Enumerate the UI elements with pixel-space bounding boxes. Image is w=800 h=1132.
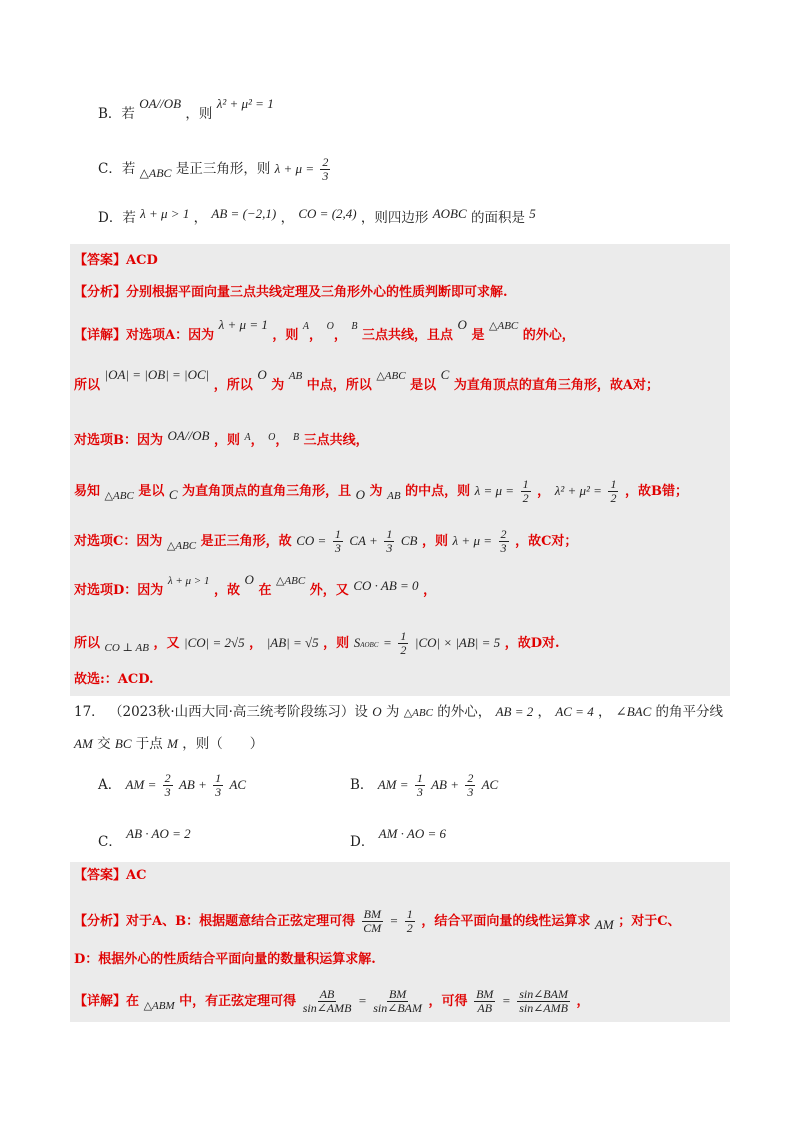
answer-tag: 【答案】 — [74, 868, 127, 883]
analysis-line-17b — [74, 950, 376, 970]
math-expr: AM — [594, 917, 614, 932]
text: ；对于C、 — [618, 914, 681, 929]
text: 交 — [97, 736, 111, 752]
text: ，又 — [153, 636, 180, 651]
math-expr: C — [440, 367, 450, 382]
text: 是以 — [410, 378, 437, 393]
answer-line-17 — [74, 866, 146, 886]
math-expr: O — [457, 317, 467, 332]
answer-value: ACD — [126, 253, 158, 268]
detail-line-5 — [74, 528, 577, 555]
fraction — [333, 528, 343, 555]
text: 为直角顶点的直角三角形，故A对； — [453, 378, 659, 393]
text: 为 — [369, 484, 383, 499]
text: ，则 — [185, 106, 213, 122]
detail-line-6 — [74, 572, 437, 601]
text: ，则（ ） — [182, 736, 264, 752]
text: 是正三角形，则 — [175, 161, 271, 177]
question-17-stem-1 — [74, 702, 723, 723]
question-17-stem-2 — [74, 734, 263, 754]
math-expr: CA + — [349, 533, 378, 548]
math-expr: λ + μ = — [452, 533, 492, 548]
math-expr: λ² + μ² = 1 — [216, 96, 274, 111]
option-label: C． — [98, 834, 122, 850]
math-expr: CO ⊥ AB — [104, 642, 149, 654]
option-d-prev — [98, 208, 536, 228]
fraction — [521, 478, 531, 505]
fraction — [499, 528, 509, 555]
text: ， — [333, 328, 347, 343]
math-expr: AC — [481, 777, 499, 792]
math-expr: O — [326, 321, 334, 332]
math-expr: AM = — [377, 777, 409, 792]
math-expr: O — [244, 572, 254, 587]
denominator: 2 — [400, 643, 407, 657]
math-expr: AC = 4 — [555, 704, 594, 719]
math-expr: CB — [400, 533, 418, 548]
text: ，故D对. — [504, 636, 560, 651]
math-expr: △ABC — [376, 370, 406, 382]
math-expr: △ABC — [139, 166, 172, 180]
math-expr: △ABC — [489, 320, 519, 332]
denominator: 2 — [406, 921, 413, 935]
text: 易知 — [74, 484, 101, 499]
option-b-17 — [350, 772, 498, 799]
option-c-17 — [98, 824, 191, 850]
analysis-tag: 【分析】 — [74, 914, 127, 929]
detail-line-1 — [74, 317, 575, 347]
text: ，可得 — [428, 994, 468, 1009]
text: 是正三角形，故 — [200, 534, 292, 549]
math-expr: AM · AO = 6 — [378, 826, 447, 841]
numerator: BM — [388, 987, 407, 1001]
math-expr: △ABC — [166, 540, 197, 552]
math-expr: λ² + μ² = — [554, 483, 602, 498]
text: ， — [598, 704, 612, 720]
detail-line-3 — [74, 430, 369, 452]
math-expr: △ABC — [104, 490, 134, 502]
detail-line-4 — [74, 478, 688, 505]
text: 对选项A：因为 — [126, 328, 215, 343]
denominator: 3 — [215, 785, 222, 799]
text: ， — [576, 994, 590, 1009]
math-expr: OA//OB — [139, 96, 182, 111]
numerator: 1 — [386, 527, 393, 541]
option-d-17 — [350, 824, 447, 850]
option-label: B．若 — [98, 106, 135, 122]
math-expr: AOBC — [432, 206, 467, 221]
math-expr: AM = — [125, 777, 157, 792]
text: 为 — [385, 704, 400, 720]
text: ， — [537, 484, 551, 499]
denominator: 3 — [416, 785, 423, 799]
numerator: 2 — [467, 771, 474, 785]
text: 的外心， — [437, 704, 492, 720]
denominator: 3 — [386, 541, 393, 555]
text: ， — [275, 433, 289, 448]
fraction — [320, 156, 330, 183]
text: 的面积是 — [470, 210, 525, 226]
text: 中，有正弦定理可得 — [179, 994, 297, 1009]
numerator: 1 — [416, 771, 423, 785]
math-expr: AC — [229, 777, 247, 792]
option-label: C．若 — [98, 161, 136, 177]
fraction — [213, 772, 223, 799]
fraction — [362, 908, 383, 935]
analysis-tag: 【分析】 — [74, 285, 127, 300]
math-expr: |AB| = √5 — [266, 635, 319, 650]
analysis-text: 分别根据平面向量三点共线定理及三角形外心的性质判断即可求解. — [126, 285, 508, 300]
text: ， — [249, 636, 263, 651]
numerator: 1 — [610, 477, 617, 491]
numerator: 1 — [215, 771, 222, 785]
text: 三点共线，且点 — [362, 328, 454, 343]
answer-value: AC — [126, 868, 147, 883]
math-expr: AB — [387, 490, 401, 502]
math-expr: AB — [288, 370, 303, 382]
text: 的角平分线 — [655, 704, 724, 720]
text: ，则 — [213, 433, 240, 448]
option-b-prev — [98, 96, 274, 124]
math-expr: AB + — [431, 777, 460, 792]
fraction — [405, 908, 415, 935]
detail-line-7 — [74, 630, 560, 657]
answer-line-16 — [74, 251, 158, 271]
text: 所以 — [74, 378, 101, 393]
math-expr: CO = (2,4) — [298, 206, 357, 221]
conclusion-line-16 — [74, 670, 154, 690]
numerator: 1 — [334, 527, 341, 541]
math-expr: A — [302, 321, 310, 332]
text: 的中点，则 — [405, 484, 471, 499]
math-expr: λ = μ = — [474, 483, 515, 498]
math-expr: = — [389, 913, 399, 928]
text: ，则 — [272, 328, 299, 343]
text: 是以 — [138, 484, 165, 499]
text: 对选项B：因为 — [74, 433, 163, 448]
numerator: AB — [319, 987, 335, 1001]
math-expr: AB = (−2,1) — [211, 206, 277, 221]
math-expr: = — [383, 635, 392, 650]
math-expr: |CO| × |AB| = 5 — [414, 635, 501, 650]
text: ， — [250, 433, 264, 448]
math-expr: AB = 2 — [495, 704, 534, 719]
math-expr: λ + μ > 1 — [167, 575, 210, 587]
numerator: 2 — [322, 155, 329, 169]
numerator: BM — [363, 907, 381, 921]
math-expr: A — [244, 432, 251, 443]
math-subscript: AOBC — [360, 641, 379, 649]
fraction — [373, 988, 422, 1015]
fraction — [517, 988, 570, 1015]
math-expr: O — [257, 367, 267, 382]
text: ，故C对； — [515, 534, 578, 549]
text: ， — [309, 328, 323, 343]
option-label: B． — [350, 777, 374, 793]
math-expr: λ + μ > 1 — [140, 206, 190, 221]
math-expr: M — [167, 736, 178, 751]
text: 在 — [126, 994, 140, 1009]
fraction — [163, 772, 173, 799]
denominator: 3 — [467, 785, 474, 799]
text: ，则 — [323, 636, 350, 651]
text: ， — [423, 583, 437, 598]
detail-tag: 【详解】 — [74, 994, 127, 1009]
text: 三点共线， — [303, 433, 369, 448]
detail-line-2 — [74, 367, 659, 396]
math-expr: λ + μ = 1 — [218, 317, 268, 332]
numerator: sin∠BAM — [519, 987, 568, 1001]
math-expr: λ + μ = — [274, 161, 315, 176]
text: 的外心， — [522, 328, 575, 343]
denominator: 3 — [322, 169, 329, 183]
fraction — [384, 528, 394, 555]
math-expr: △ABM — [143, 1000, 175, 1012]
math-expr: B — [351, 321, 358, 332]
math-expr: = — [357, 993, 367, 1008]
math-expr: C — [168, 487, 178, 502]
option-label: D． — [350, 834, 375, 850]
text: ， — [537, 704, 552, 720]
question-number: 17． — [74, 704, 105, 720]
text: 在 — [258, 583, 272, 598]
option-label: D．若 — [98, 210, 136, 226]
text: 对选项C：因为 — [74, 534, 163, 549]
numerator: BM — [476, 987, 494, 1001]
option-a-17 — [98, 772, 246, 799]
math-expr: CO = — [296, 533, 327, 548]
denominator: 2 — [522, 491, 529, 505]
detail-line-17 — [74, 988, 590, 1015]
math-expr: B — [292, 432, 300, 443]
math-expr: O — [268, 432, 276, 443]
fraction — [415, 772, 425, 799]
math-expr: AM — [74, 736, 93, 751]
denominator: 3 — [164, 785, 171, 799]
text: 外，又 — [309, 583, 349, 598]
denominator: 3 — [500, 541, 507, 555]
numerator: 1 — [406, 907, 413, 921]
text: 是 — [471, 328, 485, 343]
math-expr: |OA| = |OB| = |OC| — [104, 367, 210, 382]
text: ，故 — [213, 583, 240, 598]
text: 于点 — [135, 736, 163, 752]
math-expr: OA//OB — [167, 428, 210, 443]
fraction — [398, 630, 408, 657]
math-expr: BC — [114, 736, 132, 751]
text: ，故B错； — [625, 484, 688, 499]
denominator: AB — [477, 1001, 493, 1015]
math-expr: △ABC — [403, 707, 433, 719]
text: D：根据外心的性质结合平面向量的数量积运算求解. — [74, 952, 376, 967]
numerator: 2 — [500, 527, 507, 541]
math-expr: |CO| = 2√5 — [184, 635, 245, 650]
question-source: （2023秋·山西大同·高三统考阶段练习）设 — [108, 704, 368, 720]
denominator: sin∠AMB — [519, 1001, 568, 1015]
math-expr: S — [353, 635, 361, 650]
option-label: A． — [98, 777, 122, 793]
math-expr: AB · AO = 2 — [126, 826, 191, 841]
math-expr: O — [355, 487, 366, 502]
fraction — [303, 988, 352, 1015]
text: ，则 — [422, 534, 449, 549]
denominator: CM — [363, 921, 382, 935]
math-expr: ∠BAC — [615, 704, 652, 719]
fraction — [474, 988, 495, 1015]
analysis-line-16 — [74, 283, 508, 303]
text: 为直角顶点的直角三角形，且 — [182, 484, 352, 499]
denominator: 2 — [610, 491, 617, 505]
option-c-prev — [98, 156, 332, 183]
fraction — [608, 478, 618, 505]
math-expr: △ABC — [276, 575, 306, 587]
denominator: sin∠AMB — [302, 1001, 352, 1015]
math-expr: CO · AB = 0 — [353, 578, 419, 593]
numerator: 1 — [522, 477, 529, 491]
text: ，所以 — [213, 378, 253, 393]
analysis-line-17 — [74, 908, 681, 935]
math-expr: O — [372, 704, 382, 719]
text: 为 — [271, 378, 285, 393]
text: ，结合平面向量的线性运算求 — [421, 914, 591, 929]
numerator: 2 — [164, 771, 171, 785]
denominator: sin∠BAM — [373, 1001, 422, 1015]
numerator: 1 — [400, 629, 407, 643]
text: ， — [280, 210, 295, 226]
text: 故选:：ACD. — [74, 672, 154, 687]
text: 中点，所以 — [306, 378, 372, 393]
detail-tag: 【详解】 — [74, 328, 127, 343]
denominator: 3 — [334, 541, 341, 555]
math-expr: = — [501, 993, 511, 1008]
answer-tag: 【答案】 — [74, 253, 127, 268]
text: 对选项D：因为 — [74, 583, 164, 598]
math-expr: AB + — [178, 777, 207, 792]
text: ， — [193, 210, 208, 226]
fraction — [465, 772, 475, 799]
math-expr: 5 — [529, 206, 536, 221]
text: ，则四边形 — [360, 210, 429, 226]
text: 对于A、B：根据题意结合正弦定理可得 — [126, 914, 356, 929]
text: 所以 — [74, 636, 101, 651]
